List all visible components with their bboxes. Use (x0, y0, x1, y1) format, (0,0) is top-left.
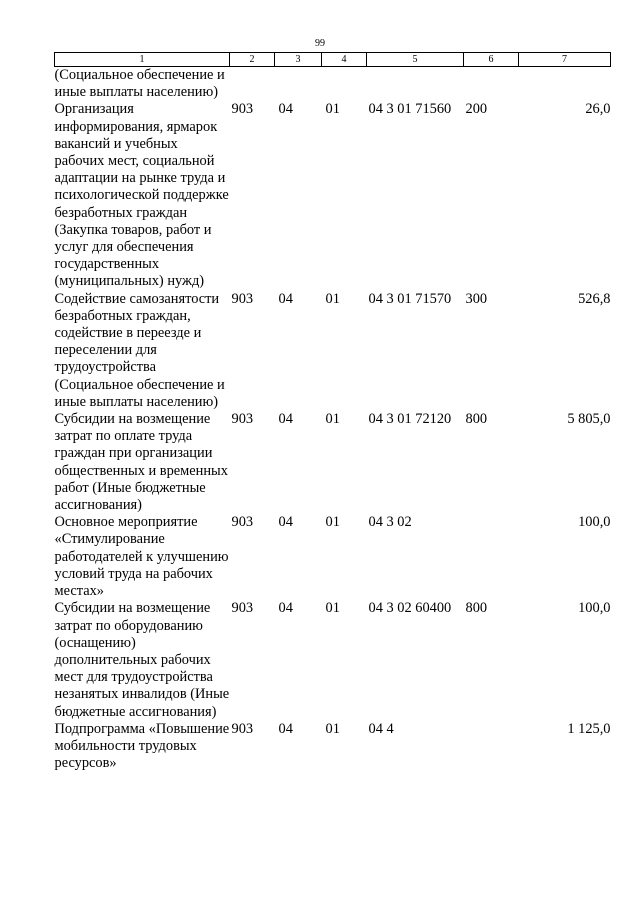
row-amount: 1 125,0 (567, 720, 611, 737)
row-subsection: 01 (325, 600, 340, 617)
row-amount: 526,8 (578, 290, 611, 307)
row-section: 04 (278, 720, 293, 737)
row-expense-type: 800 (465, 600, 488, 617)
row-grbs: 903 (231, 514, 254, 531)
row-expense-type (464, 67, 519, 102)
row-subsection: 01 (325, 411, 340, 428)
column-header-4: 4 (322, 53, 367, 67)
row-subsection (322, 67, 367, 102)
column-header-5: 5 (367, 53, 464, 67)
row-expense-type (464, 514, 519, 600)
row-target-article (367, 67, 464, 102)
row-section: 04 (278, 101, 293, 118)
table-row (55, 600, 611, 720)
row-subsection: 01 (325, 514, 340, 531)
column-header-3: 3 (275, 53, 322, 67)
table-row (55, 67, 611, 102)
column-header-2: 2 (230, 53, 275, 67)
row-amount: 5 805,0 (567, 411, 611, 428)
page-number: 99 (315, 38, 325, 49)
row-amount: 100,0 (578, 514, 611, 531)
row-section: 04 (278, 514, 293, 531)
row-expense-type: 800 (465, 411, 488, 428)
row-name: Организация информирования, ярмарок вакансий и учебных рабочих мест, социальной адаптации на рынке труда и психологической поддержке безработных граждан (Закупка товаров, работ и услуг для обеспечения государственных (муниципальных) нужд) (54, 101, 229, 290)
row-grbs: 903 (231, 290, 254, 307)
row-target-article: 04 3 01 71570 (368, 290, 452, 307)
row-subsection: 01 (325, 720, 340, 737)
row-target-article: 04 3 02 (368, 514, 412, 531)
row-name: Субсидии на возмещение затрат по оборудованию (оснащению) дополнительных рабочих мест для трудоустройства незанятых инвалидов (Иные бюджетные ассигнования) (54, 600, 230, 720)
table-row (55, 411, 611, 514)
row-name: Субсидии на возмещение затрат по оплате труда граждан при организации общественных и временных работ (Иные бюджетные ассигнования) (54, 411, 228, 514)
row-section: 04 (278, 411, 293, 428)
column-header-7: 7 (519, 53, 611, 67)
row-name: Основное мероприятие «Стимулирование работодателей к улучшению условий труда на рабочих местах» (54, 514, 229, 600)
row-name: Содействие самозанятости безработных граждан, содействие в переезде и переселении для трудоустройства (Социальное обеспечение и иные выплаты населению) (54, 290, 225, 410)
table-row (55, 101, 611, 290)
column-header-1: 1 (55, 53, 230, 67)
row-name: (Социальное обеспечение и иные выплаты населению) (54, 67, 225, 101)
row-section: 04 (278, 600, 293, 617)
row-section: 04 (278, 290, 293, 307)
row-expense-type: 200 (465, 101, 488, 118)
row-amount: 100,0 (578, 600, 611, 617)
row-expense-type (464, 721, 519, 773)
row-grbs: 903 (231, 101, 254, 118)
row-target-article: 04 3 02 60400 (368, 600, 452, 617)
column-number-header (55, 53, 611, 67)
row-section (275, 67, 322, 102)
row-grbs: 903 (231, 411, 254, 428)
row-amount (519, 67, 611, 102)
row-subsection: 01 (325, 101, 340, 118)
row-name: Подпрограмма «Повышение мобильности трудовых ресурсов» (54, 720, 230, 772)
table-row (55, 721, 611, 773)
budget-table (54, 52, 611, 772)
row-target-article: 04 3 01 71560 (368, 101, 452, 118)
row-expense-type: 300 (465, 290, 488, 307)
row-grbs: 903 (231, 600, 254, 617)
row-subsection: 01 (325, 290, 340, 307)
column-header-6: 6 (464, 53, 519, 67)
row-target-article: 04 4 (368, 720, 394, 737)
row-target-article: 04 3 01 72120 (368, 411, 452, 428)
table-row (55, 291, 611, 411)
table-row (55, 514, 611, 600)
row-grbs: 903 (231, 720, 254, 737)
row-amount: 26,0 (585, 101, 611, 118)
row-grbs (230, 67, 275, 102)
